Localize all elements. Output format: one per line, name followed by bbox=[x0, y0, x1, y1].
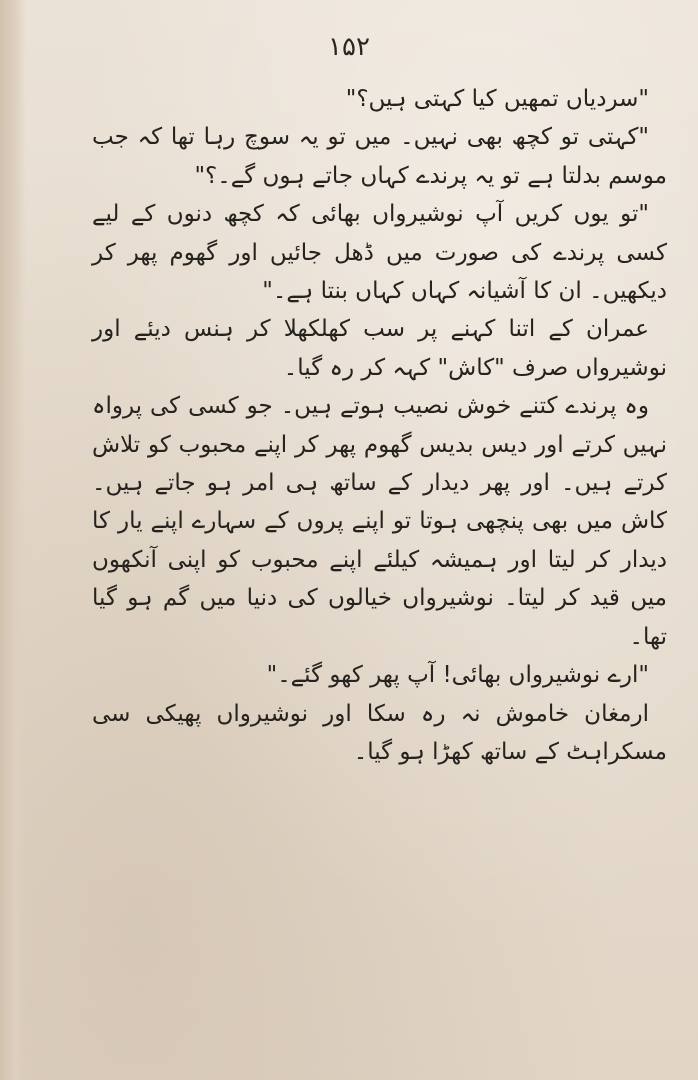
paragraph-4: عمران کے اتنا کہنے پر سب کھلکھلا کر ہنس دیئے اور نوشیرواں صرف "کاش" کہہ کر رہ گیا۔ bbox=[92, 316, 667, 381]
paragraph-6: "ارے نوشیرواں بھائی! آپ پھر کھو گئے۔" bbox=[266, 662, 649, 689]
paragraph-5: وہ پرندے کتنے خوش نصیب ہوتے ہیں۔ جو کسی کی پرواہ نہیں کرتے اور دیس بدیس گھوم پھر کر اپنے محبوب کو تلاش کرتے ہیں۔ اور پھر دیدار کے ساتھ ہی امر ہو جاتے ہیں۔ کاش میں بھی پنچھی ہوتا تو اپنے پروں کے سہارے اپنے یار کا دیدار کر لیتا اور ہمیشہ کیلئے اپنے محبوب کو اپنی آنکھوں میں قید کر لیتا۔ نوشیرواں خیالوں کی دنیا میں گم ہو گیا تھا۔ bbox=[92, 393, 667, 650]
paragraph-1: "سردیاں تمھیں کیا کہتی ہیں؟" bbox=[345, 86, 649, 112]
paragraph-2: "کہتی تو کچھ بھی نہیں۔ میں تو یہ سوچ رہا تھا کہ جب موسم بدلتا ہے تو یہ پرندے کہاں جاتے ہوں گے۔؟" bbox=[92, 124, 667, 189]
page-text bbox=[92, 80, 667, 771]
paragraph-7: ارمغان خاموش نہ رہ سکا اور نوشیرواں پھیکی سی مسکراہٹ کے ساتھ کھڑا ہو گیا۔ bbox=[92, 700, 667, 765]
page-binding-shadow bbox=[0, 0, 26, 1080]
page-number: ۱۵۲ bbox=[328, 32, 370, 62]
paragraph-3: "تو یوں کریں آپ نوشیرواں بھائی کہ کچھ دنوں کے لیے کسی پرندے کی صورت میں ڈھل جائیں اور گھوم پھر کر دیکھیں۔ ان کا آشیانہ کہاں کہاں بنتا ہے۔" bbox=[92, 201, 667, 305]
